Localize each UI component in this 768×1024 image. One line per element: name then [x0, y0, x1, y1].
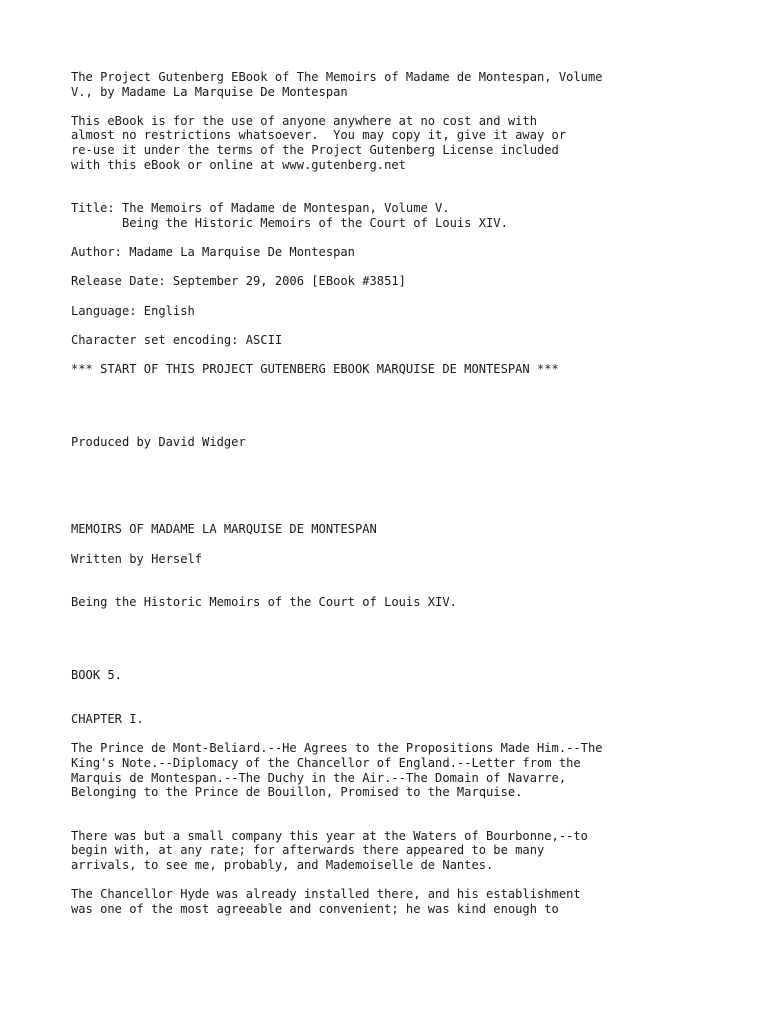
blank-line: [71, 449, 751, 464]
ebook-text-page: [71, 70, 751, 916]
text-line: Author: Madame La Marquise De Montespan: [71, 245, 355, 260]
blank-line: [71, 800, 751, 815]
text-line: Title: The Memoirs of Madame de Montespan, Volume V.: [71, 201, 450, 216]
blank-line: [71, 479, 751, 494]
blank-line: [71, 508, 751, 523]
text-line: begin with, at any rate; for afterwards there appeared to be many: [71, 843, 545, 858]
blank-line: [71, 873, 751, 888]
blank-line: [71, 698, 751, 713]
text-line: King's Note.--Diplomacy of the Chancellor of England.--Letter from the: [71, 755, 581, 770]
blank-line: [71, 406, 751, 421]
blank-line: [71, 231, 751, 246]
text-line: was one of the most agreeable and convenient; he was kind enough to: [71, 901, 559, 916]
blank-line: [71, 625, 751, 640]
text-line: The Project Gutenberg EBook of The Memoirs of Madame de Montespan, Volume: [71, 70, 603, 84]
blank-line: [71, 289, 751, 304]
text-line: Being the Historic Memoirs of the Court of Louis XIV.: [71, 215, 508, 230]
blank-line: [71, 566, 751, 581]
blank-line: [71, 99, 751, 114]
text-line: Release Date: September 29, 2006 [EBook #3851]: [71, 274, 406, 289]
text-line: *** START OF THIS PROJECT GUTENBERG EBOOK MARQUISE DE MONTESPAN ***: [71, 361, 559, 376]
text-line: arrivals, to see me, probably, and Mademoiselle de Nantes.: [71, 858, 494, 873]
blank-line: [71, 260, 751, 275]
blank-line: [71, 581, 751, 596]
text-line: MEMOIRS OF MADAME LA MARQUISE DE MONTESPAN: [71, 522, 377, 537]
text-line: Belonging to the Prince de Bouillon, Promised to the Marquise.: [71, 785, 523, 800]
blank-line: [71, 172, 751, 187]
blank-line: [71, 464, 751, 479]
text-line: Produced by David Widger: [71, 434, 246, 449]
blank-line: [71, 610, 751, 625]
text-line: Language: English: [71, 303, 195, 318]
text-line: The Chancellor Hyde was already installed there, and his establishment: [71, 887, 581, 902]
text-line: V., by Madame La Marquise De Montespan: [71, 84, 348, 99]
blank-line: [71, 537, 751, 552]
blank-line: [71, 376, 751, 391]
text-line: with this eBook or online at www.gutenberg.net: [71, 157, 406, 172]
text-line: BOOK 5.: [71, 668, 122, 683]
blank-line: [71, 727, 751, 742]
text-line: Being the Historic Memoirs of the Court of Louis XIV.: [71, 595, 457, 610]
text-line: Written by Herself: [71, 551, 203, 566]
blank-line: [71, 683, 751, 698]
text-line: Marquis de Montespan.--The Duchy in the Air.--The Domain of Navarre,: [71, 770, 567, 785]
text-line: This eBook is for the use of anyone anywhere at no cost and with: [71, 113, 537, 128]
blank-line: [71, 814, 751, 829]
blank-line: [71, 639, 751, 654]
blank-line: [71, 493, 751, 508]
blank-line: [71, 391, 751, 406]
text-line: CHAPTER I.: [71, 712, 144, 727]
blank-line: [71, 347, 751, 362]
text-line: re-use it under the terms of the Project Gutenberg License included: [71, 142, 559, 157]
text-line: The Prince de Mont-Beliard.--He Agrees to the Propositions Made Him.--The: [71, 741, 603, 756]
blank-line: [71, 187, 751, 202]
text-line: There was but a small company this year at the Waters of Bourbonne,--to: [71, 828, 588, 843]
blank-line: [71, 420, 751, 435]
text-line: Character set encoding: ASCII: [71, 332, 283, 347]
blank-line: [71, 654, 751, 669]
text-line: almost no restrictions whatsoever. You may copy it, give it away or: [71, 128, 567, 143]
blank-line: [71, 318, 751, 333]
